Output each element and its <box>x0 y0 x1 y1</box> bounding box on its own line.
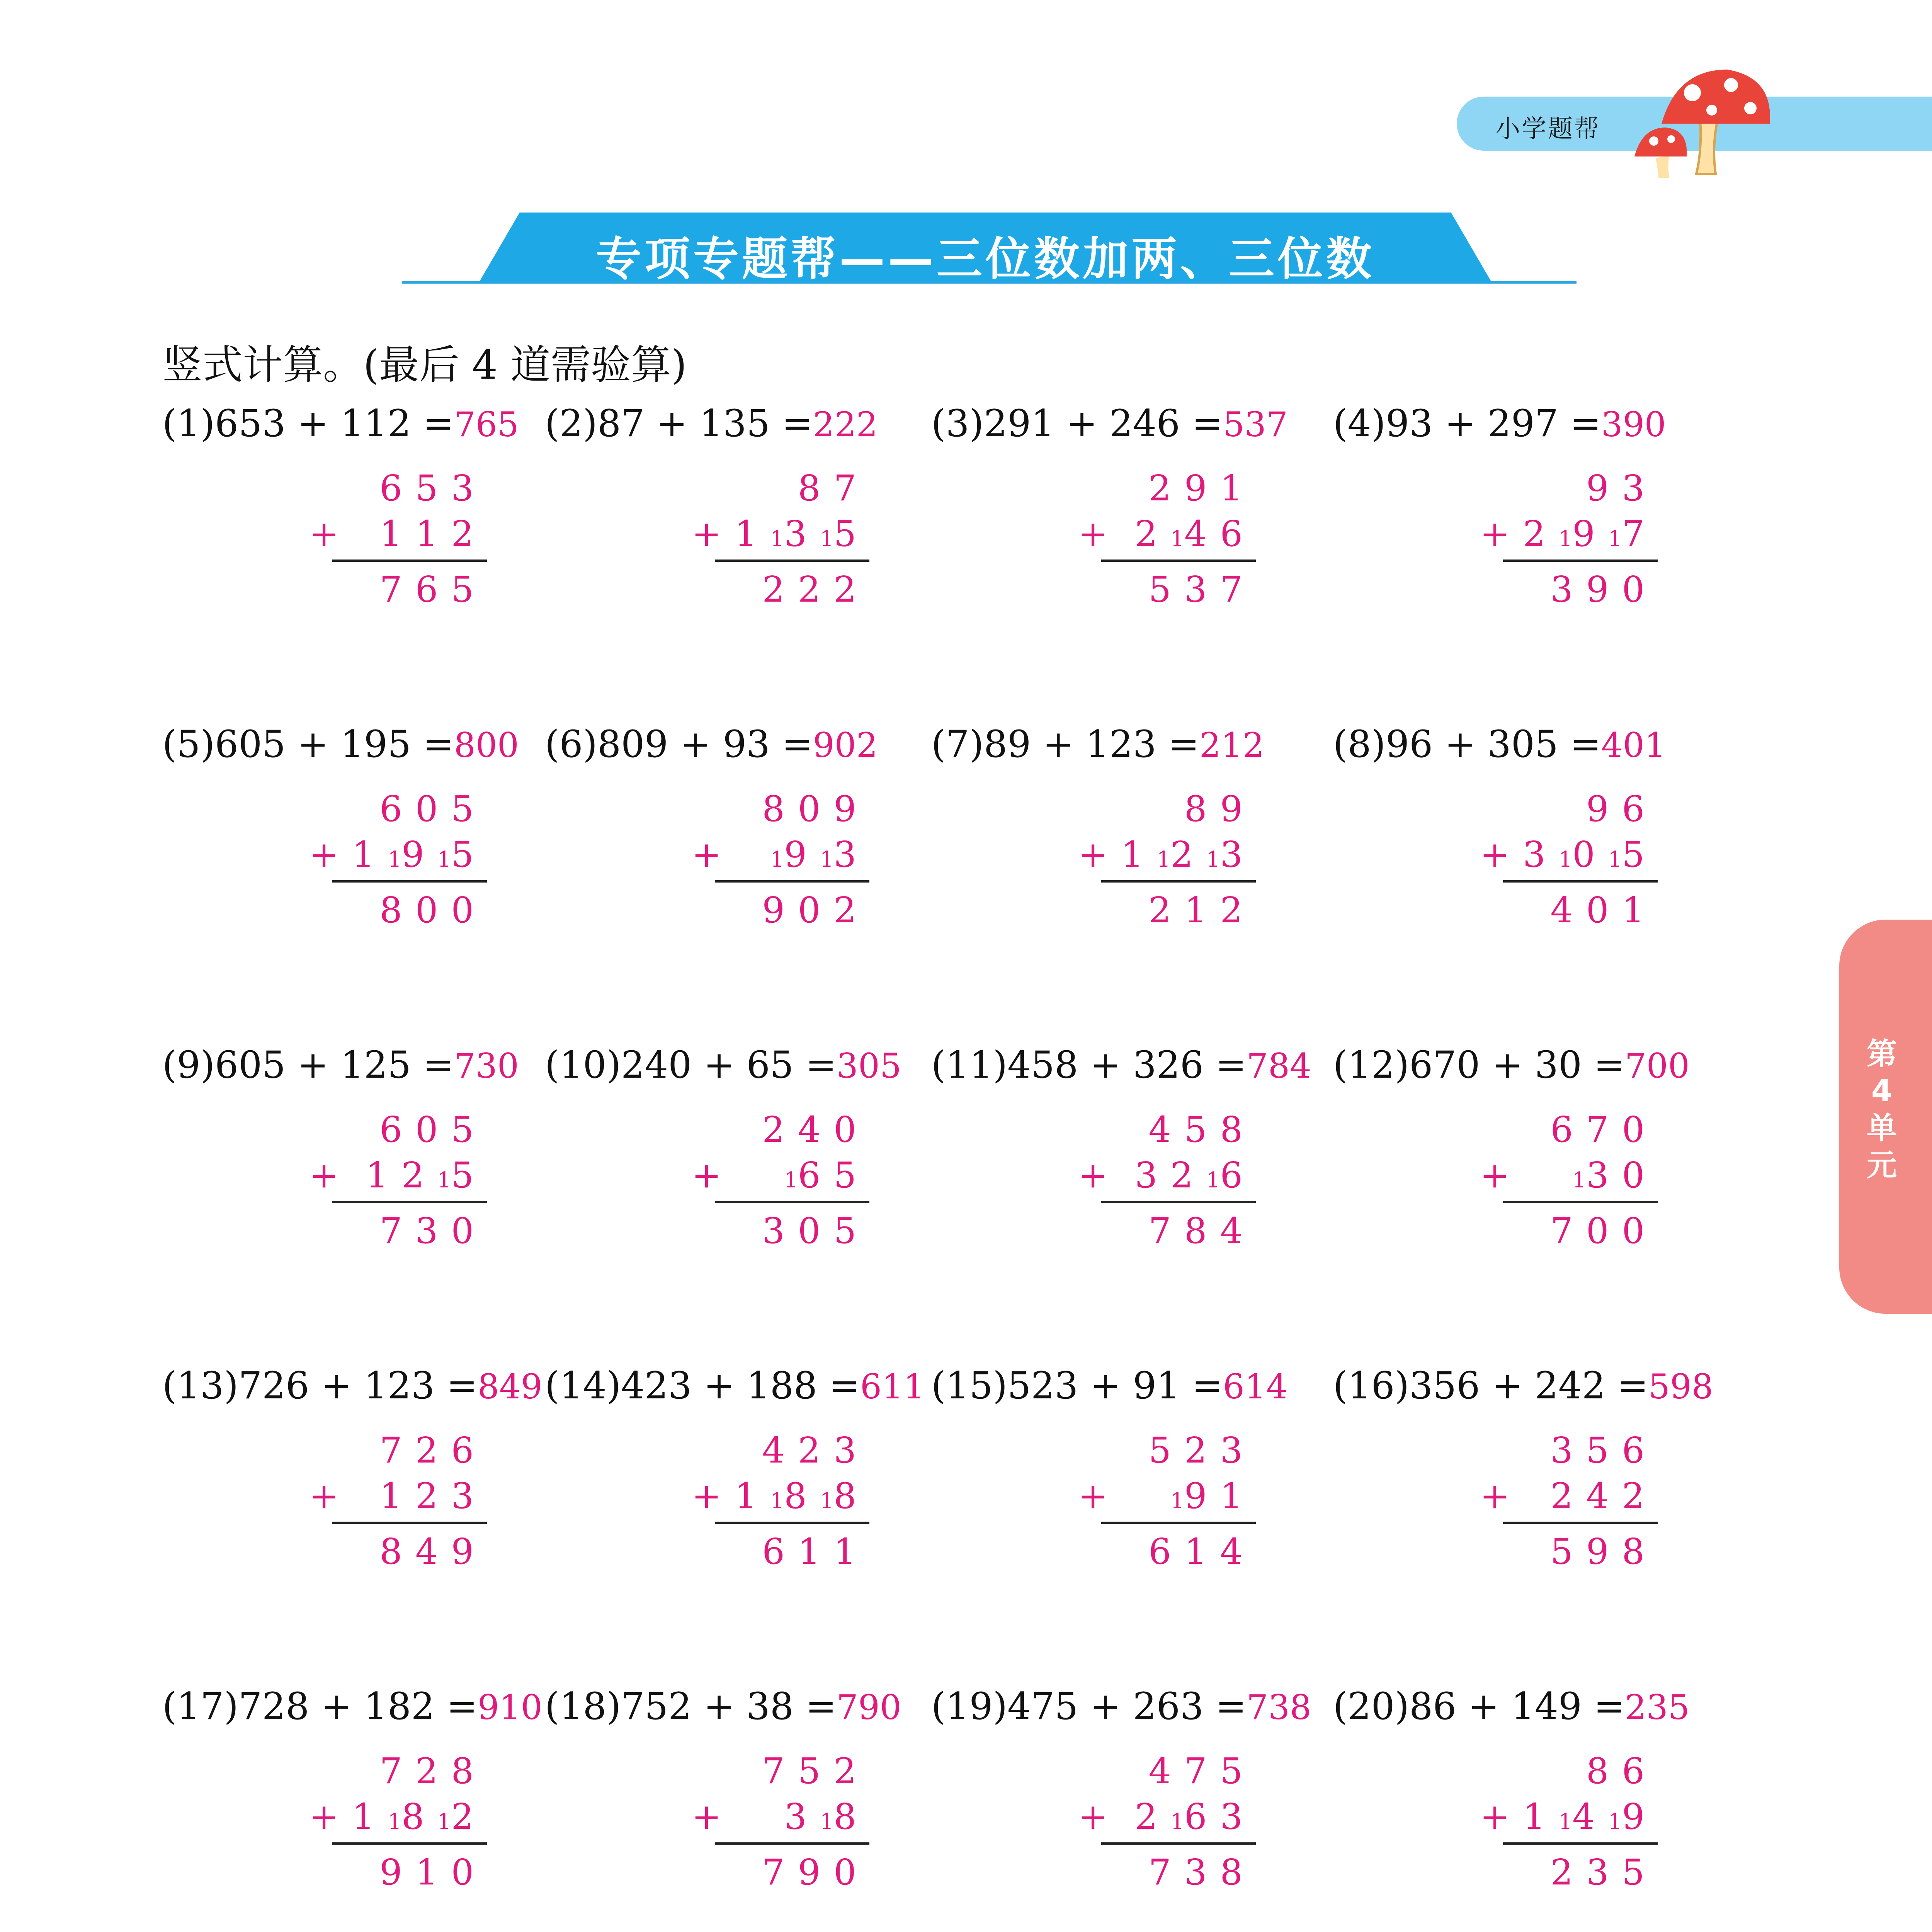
plus-sign: + <box>692 834 722 875</box>
addend-top: 356 <box>1550 1430 1658 1471</box>
plus-sign: + <box>1480 1796 1510 1837</box>
sum-result: 212 <box>1148 889 1256 931</box>
plus-sign: + <box>1078 1155 1108 1196</box>
sum-line <box>1503 560 1658 562</box>
sum-result: 222 <box>762 569 869 610</box>
carry-mark: 1 <box>1206 847 1220 872</box>
carry-mark: 1 <box>1608 526 1622 551</box>
plus-sign: + <box>692 1155 722 1196</box>
plus-sign: + <box>1480 1475 1510 1517</box>
problem-equation <box>1333 1364 1713 1407</box>
problem-expression: 475 + 263 = <box>1007 1685 1247 1728</box>
addend-top: 89 <box>1184 788 1256 830</box>
problem-answer: 800 <box>454 725 519 765</box>
problem-answer: 611 <box>860 1367 925 1406</box>
addend-top: 458 <box>1148 1109 1256 1150</box>
problem-number: (6) <box>545 723 597 766</box>
addend-bottom: 191 <box>1170 1475 1256 1517</box>
problem-number: (7) <box>931 723 984 766</box>
addend-top: 752 <box>762 1750 869 1792</box>
sum-line <box>1101 1201 1256 1203</box>
carry-mark: 1 <box>1206 1168 1220 1193</box>
vertical-calculation <box>1078 1430 1256 1592</box>
sum-result: 390 <box>1550 569 1658 610</box>
vertical-calculation <box>692 1430 869 1592</box>
addend-bottom: 242 <box>1550 1475 1658 1517</box>
addend-top: 605 <box>379 1109 487 1150</box>
problem-answer: 235 <box>1624 1687 1690 1727</box>
addend-bottom: 11213 <box>1121 834 1256 875</box>
carry-mark: 1 <box>1558 1809 1573 1834</box>
sum-line <box>1503 1522 1658 1524</box>
sum-line <box>1101 1842 1256 1845</box>
problem-number: (19) <box>931 1685 1008 1728</box>
addend-bottom: 1913 <box>770 834 869 875</box>
carry-mark: 1 <box>770 526 784 551</box>
addend-bottom: 112 <box>379 513 487 554</box>
problem-number: (1) <box>162 402 215 445</box>
sum-line <box>715 560 869 562</box>
vertical-calculation <box>309 1430 487 1592</box>
vertical-calculation <box>1078 788 1256 951</box>
problem-number: (5) <box>162 723 215 766</box>
carry-mark: 1 <box>388 847 402 872</box>
problem-number: (16) <box>1333 1364 1410 1407</box>
problem-equation <box>931 723 1264 766</box>
addend-bottom: 11812 <box>352 1796 487 1837</box>
addend-bottom: 1215 <box>366 1155 487 1196</box>
problem-answer: 765 <box>454 405 519 444</box>
problem-answer: 730 <box>454 1046 519 1086</box>
addend-bottom: 21917 <box>1523 513 1658 554</box>
plus-sign: + <box>692 1475 722 1517</box>
sum-line <box>1503 1842 1658 1845</box>
problem-equation <box>931 1364 1288 1407</box>
problem-number: (13) <box>162 1364 239 1407</box>
sum-line <box>332 1842 487 1845</box>
problem-expression: 96 + 305 = <box>1385 723 1601 766</box>
carry-mark: 1 <box>770 1488 784 1514</box>
sum-line <box>715 1201 869 1203</box>
addend-top: 475 <box>1148 1750 1256 1792</box>
unit-tab-text: 第4单元 <box>1866 1037 1897 1183</box>
sum-line <box>715 880 869 883</box>
problem-number: (18) <box>545 1685 621 1728</box>
problem-answer: 212 <box>1199 725 1264 765</box>
problem-equation <box>931 402 1288 445</box>
problem-number: (10) <box>545 1043 621 1087</box>
plus-sign: + <box>309 1475 339 1517</box>
sum-result: 700 <box>1550 1210 1658 1252</box>
sum-result: 738 <box>1148 1852 1256 1893</box>
sum-line <box>1101 560 1256 562</box>
vertical-calculation <box>1480 1750 1658 1913</box>
unit-tab-label <box>1855 1036 1909 1184</box>
addend-bottom: 31015 <box>1523 834 1658 875</box>
problem-number: (14) <box>545 1364 621 1407</box>
sum-result: 235 <box>1550 1852 1658 1893</box>
vertical-calculation <box>309 1109 487 1271</box>
problem-equation <box>931 1043 1311 1087</box>
problem-equation <box>162 723 519 766</box>
vertical-calculation <box>692 1750 869 1913</box>
sum-result: 305 <box>762 1210 869 1252</box>
vertical-calculation <box>1480 788 1658 951</box>
problem-answer: 537 <box>1223 405 1288 444</box>
sum-result: 784 <box>1148 1210 1256 1252</box>
vertical-calculation <box>309 788 487 951</box>
sum-line <box>332 560 487 562</box>
problem-equation <box>162 1685 543 1728</box>
carry-mark: 1 <box>1156 847 1171 872</box>
addend-top: 726 <box>379 1430 487 1471</box>
problem-answer: 700 <box>1624 1046 1690 1086</box>
sum-result: 849 <box>379 1531 487 1572</box>
plus-sign: + <box>1480 1155 1510 1196</box>
problem-equation <box>1333 402 1666 445</box>
carry-mark: 1 <box>820 847 834 872</box>
problem-expression: 605 + 125 = <box>214 1043 454 1087</box>
vertical-calculation <box>1078 468 1256 630</box>
carry-mark: 1 <box>820 1488 834 1514</box>
problem-expression: 670 + 30 = <box>1409 1043 1625 1087</box>
carry-mark: 1 <box>388 1809 402 1834</box>
addend-top: 728 <box>379 1750 487 1792</box>
addend-top: 240 <box>762 1109 869 1150</box>
problem-equation <box>545 402 878 445</box>
plus-sign: + <box>309 1796 339 1837</box>
plus-sign: + <box>309 513 339 554</box>
problem-answer: 910 <box>477 1687 543 1727</box>
plus-sign: + <box>1480 513 1510 554</box>
carry-mark: 1 <box>1608 847 1622 872</box>
brand-name: 小学题帮 <box>1495 115 1600 143</box>
addend-bottom: 130 <box>1572 1155 1658 1196</box>
problem-number: (3) <box>931 402 984 445</box>
problem-equation <box>1333 1685 1690 1728</box>
problem-answer: 222 <box>813 405 878 444</box>
problem-equation <box>162 1043 519 1087</box>
addend-top: 523 <box>1148 1430 1256 1471</box>
addend-bottom: 165 <box>784 1155 869 1196</box>
addend-top: 93 <box>1586 468 1658 509</box>
vertical-calculation <box>692 468 869 630</box>
vertical-calculation <box>309 1750 487 1913</box>
plus-sign: + <box>1078 1796 1108 1837</box>
plus-sign: + <box>309 834 339 875</box>
addend-top: 291 <box>1148 468 1256 509</box>
addend-top: 96 <box>1586 788 1658 830</box>
problem-number: (17) <box>162 1685 239 1728</box>
problem-answer: 738 <box>1246 1687 1311 1727</box>
vertical-calculation <box>1480 1430 1658 1592</box>
problem-expression: 89 + 123 = <box>983 723 1199 766</box>
problem-expression: 809 + 93 = <box>597 723 813 766</box>
carry-mark: 1 <box>1170 526 1184 551</box>
addend-bottom: 11915 <box>352 834 487 875</box>
carry-mark: 1 <box>770 847 784 872</box>
sum-result: 614 <box>1148 1531 1256 1572</box>
sum-line <box>1101 880 1256 883</box>
problem-number: (9) <box>162 1043 215 1087</box>
problem-expression: 423 + 188 = <box>621 1364 860 1407</box>
sum-line <box>332 880 487 883</box>
carry-mark: 1 <box>820 526 834 551</box>
problem-expression: 726 + 123 = <box>238 1364 478 1407</box>
addend-bottom: 2163 <box>1134 1796 1256 1837</box>
problem-answer: 902 <box>813 725 878 765</box>
sum-line <box>1503 1201 1658 1203</box>
vertical-calculation <box>1480 1109 1658 1271</box>
plus-sign: + <box>309 1155 339 1196</box>
problem-number: (2) <box>545 402 597 445</box>
carry-mark: 1 <box>1558 847 1573 872</box>
problem-answer: 784 <box>1246 1046 1311 1086</box>
sum-line <box>332 1201 487 1203</box>
sum-result: 902 <box>762 889 869 931</box>
problem-expression: 87 + 135 = <box>597 402 813 445</box>
carry-mark: 1 <box>1572 1168 1586 1193</box>
carry-mark: 1 <box>1608 1809 1622 1834</box>
problem-equation <box>162 402 519 445</box>
carry-mark: 1 <box>1170 1809 1184 1834</box>
problem-equation <box>931 1685 1311 1728</box>
sum-line <box>715 1842 869 1845</box>
sum-result: 401 <box>1550 889 1658 931</box>
addend-bottom: 123 <box>379 1475 487 1517</box>
carry-mark: 1 <box>437 1168 451 1193</box>
vertical-calculation <box>1078 1109 1256 1271</box>
problem-equation <box>162 1364 543 1407</box>
plus-sign: + <box>692 1796 722 1837</box>
plus-sign: + <box>1078 834 1108 875</box>
addend-top: 423 <box>762 1430 869 1471</box>
plus-sign: + <box>1078 1475 1108 1517</box>
problem-answer: 401 <box>1601 725 1666 765</box>
sum-result: 910 <box>379 1852 487 1893</box>
sum-result: 800 <box>379 889 487 931</box>
carry-mark: 1 <box>820 1809 834 1834</box>
problem-equation <box>545 723 878 766</box>
problem-expression: 458 + 326 = <box>1007 1043 1247 1087</box>
addend-bottom: 2146 <box>1134 513 1256 554</box>
problem-answer: 390 <box>1601 405 1666 444</box>
addend-bottom: 11315 <box>735 513 869 554</box>
problem-equation <box>545 1685 901 1728</box>
problem-answer: 614 <box>1223 1367 1288 1406</box>
problem-equation <box>545 1364 925 1407</box>
addend-top: 653 <box>379 468 487 509</box>
problem-equation <box>1333 1043 1690 1087</box>
problem-number: (8) <box>1333 723 1386 766</box>
vertical-calculation <box>692 1109 869 1271</box>
problem-number: (4) <box>1333 402 1386 445</box>
sum-line <box>1503 880 1658 883</box>
carry-mark: 1 <box>1558 526 1573 551</box>
vertical-calculation <box>1078 1750 1256 1913</box>
vertical-calculation <box>309 468 487 630</box>
addend-top: 605 <box>379 788 487 830</box>
vertical-calculation <box>692 788 869 951</box>
problem-expression: 240 + 65 = <box>621 1043 837 1087</box>
sum-result: 611 <box>762 1531 869 1572</box>
plus-sign: + <box>1480 834 1510 875</box>
sum-result: 790 <box>762 1852 869 1893</box>
instruction-text: 竖式计算。(最后 4 道需验算) <box>162 341 687 388</box>
problem-equation <box>1333 723 1666 766</box>
problem-expression: 86 + 149 = <box>1409 1685 1625 1728</box>
plus-sign: + <box>1078 513 1108 554</box>
sum-result: 730 <box>379 1210 487 1252</box>
mushroom-icon <box>1634 62 1781 178</box>
problem-expression: 93 + 297 = <box>1385 402 1601 445</box>
sum-result: 537 <box>1148 569 1256 610</box>
problem-answer: 790 <box>836 1687 901 1727</box>
problem-expression: 605 + 195 = <box>214 723 454 766</box>
plus-sign: + <box>692 513 722 554</box>
addend-top: 670 <box>1550 1109 1658 1150</box>
problem-answer: 849 <box>477 1367 543 1406</box>
carry-mark: 1 <box>437 847 451 872</box>
addend-bottom: 11419 <box>1523 1796 1658 1837</box>
addend-bottom: 11818 <box>735 1475 869 1517</box>
problem-equation <box>545 1043 901 1087</box>
problem-expression: 653 + 112 = <box>214 402 454 445</box>
sum-line <box>332 1522 487 1524</box>
problem-expression: 728 + 182 = <box>238 1685 478 1728</box>
problem-expression: 356 + 242 = <box>1409 1364 1648 1407</box>
sum-result: 765 <box>379 569 487 610</box>
problem-number: (11) <box>931 1043 1008 1087</box>
sum-line <box>715 1522 869 1524</box>
sum-result: 598 <box>1550 1531 1658 1572</box>
problem-number: (20) <box>1333 1685 1410 1728</box>
sum-line <box>1101 1522 1256 1524</box>
vertical-calculation <box>1480 468 1658 630</box>
problem-number: (12) <box>1333 1043 1410 1087</box>
problem-number: (15) <box>931 1364 1008 1407</box>
problem-expression: 291 + 246 = <box>983 402 1223 445</box>
carry-mark: 1 <box>437 1809 451 1834</box>
problem-answer: 598 <box>1648 1367 1713 1406</box>
addend-bottom: 318 <box>784 1796 869 1837</box>
problem-expression: 752 + 38 = <box>621 1685 837 1728</box>
page-title: 专项专题帮——三位数加两、三位数 <box>595 232 1375 286</box>
addend-top: 86 <box>1586 1750 1658 1792</box>
problem-answer: 305 <box>836 1046 901 1086</box>
addend-bottom: 3216 <box>1134 1155 1256 1196</box>
carry-mark: 1 <box>784 1168 798 1193</box>
carry-mark: 1 <box>1170 1488 1184 1514</box>
addend-top: 87 <box>798 468 869 509</box>
problem-expression: 523 + 91 = <box>1007 1364 1223 1407</box>
addend-top: 809 <box>762 788 869 830</box>
